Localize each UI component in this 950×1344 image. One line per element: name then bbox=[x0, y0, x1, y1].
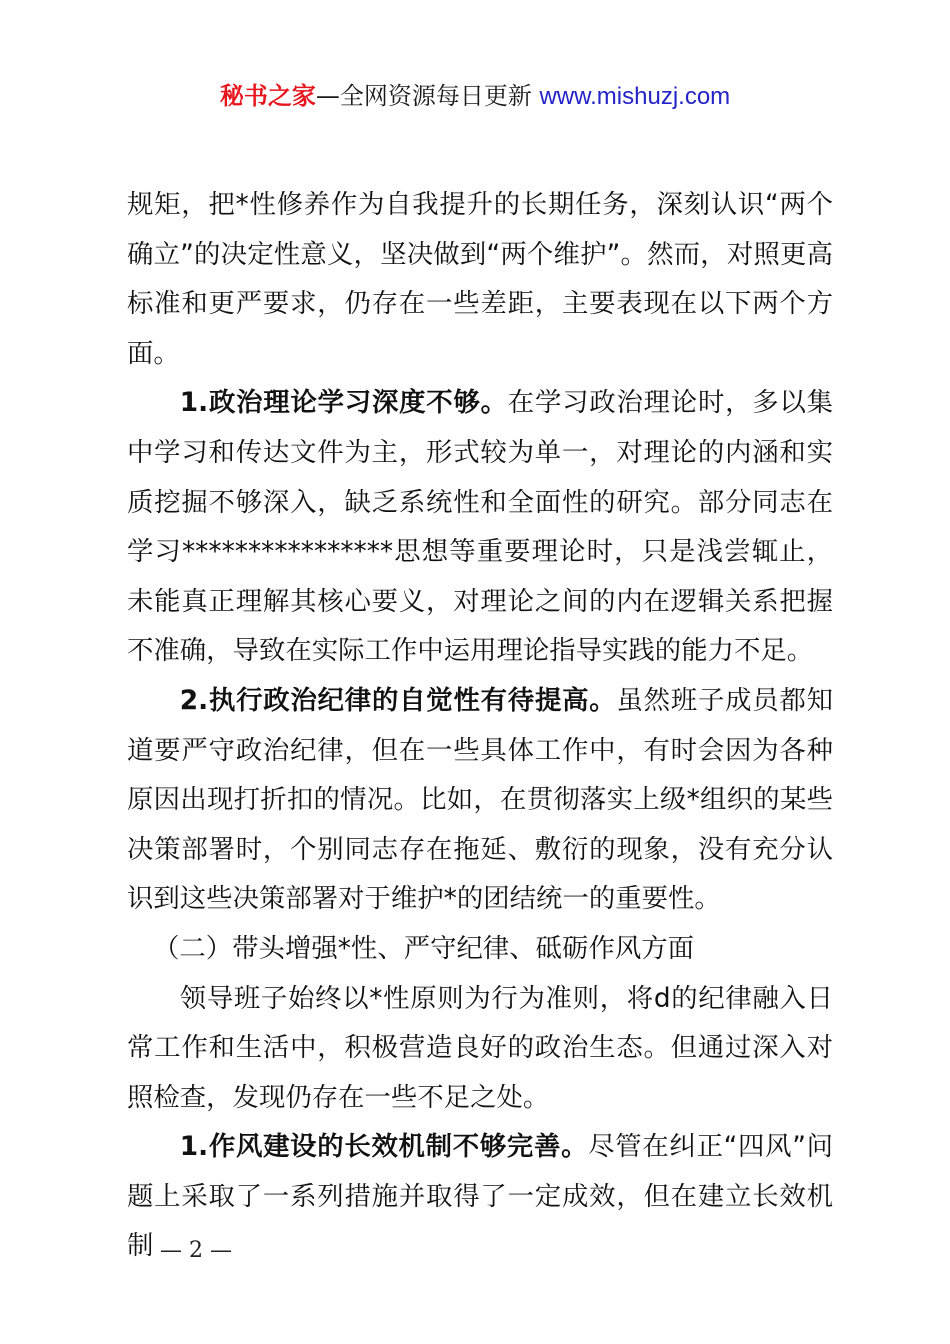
paragraph-point-2 bbox=[127, 676, 833, 924]
paragraph-section-2-point-1 bbox=[127, 1122, 833, 1271]
point-1-text: 在学习政治理论时，多以集中学习和传达文件为主，形式较为单一，对理论的内涵和实质挖掘不够深入，缺乏系统性和全面性的研究。部分同志在学习****************思想等重要理论时，只是浅尝辄止，未能真正理解其核心要义，对理论之间的内在逻辑关系把握不准确，导致在实际工作中运用理论指导实践的能力不足。 bbox=[127, 387, 834, 667]
section-2-point-1-text: 尽管在纠正“四风”问题上采取了一系列措施并取得了一定成效，但在建立长效机制 bbox=[127, 1131, 833, 1262]
section-heading-2: （二）带头增强*性、严守纪律、砥砺作风方面 bbox=[153, 932, 695, 964]
section-2-point-1-heading: 1.作风建设的长效机制不够完善。 bbox=[179, 1131, 589, 1163]
document-body bbox=[127, 180, 833, 1271]
header-tagline: —全网资源每日更新 bbox=[315, 82, 532, 110]
paragraph-intro: 规矩，把*性修养作为自我提升的长期任务，深刻认识“两个确立”的决定性意义，坚决做到“两个维护”。然而，对照更高标准和更严要求，仍存在一些差距，主要表现在以下两个方面。 bbox=[127, 189, 833, 369]
point-1-heading: 1.政治理论学习深度不够。 bbox=[179, 387, 508, 419]
brand-name: 秘书之家 bbox=[219, 82, 316, 110]
site-url[interactable]: www.mishuzj.com bbox=[539, 83, 731, 110]
site-header bbox=[0, 80, 950, 113]
page-number: — 2 — bbox=[160, 1238, 232, 1263]
point-2-text: 虽然班子成员都知道要严守政治纪律，但在一些具体工作中，有时会因为各种原因出现打折扣的情况。比如，在贯彻落实上级*组织的某些决策部署时，个别同志存在拖延、敷衍的现象，没有充分认识到这些决策部署对于维护*的团结统一的重要性。 bbox=[127, 684, 834, 915]
paragraph-point-1 bbox=[127, 378, 833, 676]
point-2-heading: 2.执行政治纪律的自觉性有待提高。 bbox=[179, 684, 617, 716]
paragraph-section-2-intro: 领导班子始终以*性原则为行为准则，将d的纪律融入日常工作和生活中，积极营造良好的政治生态。但通过深入对照检查，发现仍存在一些不足之处。 bbox=[127, 982, 833, 1113]
